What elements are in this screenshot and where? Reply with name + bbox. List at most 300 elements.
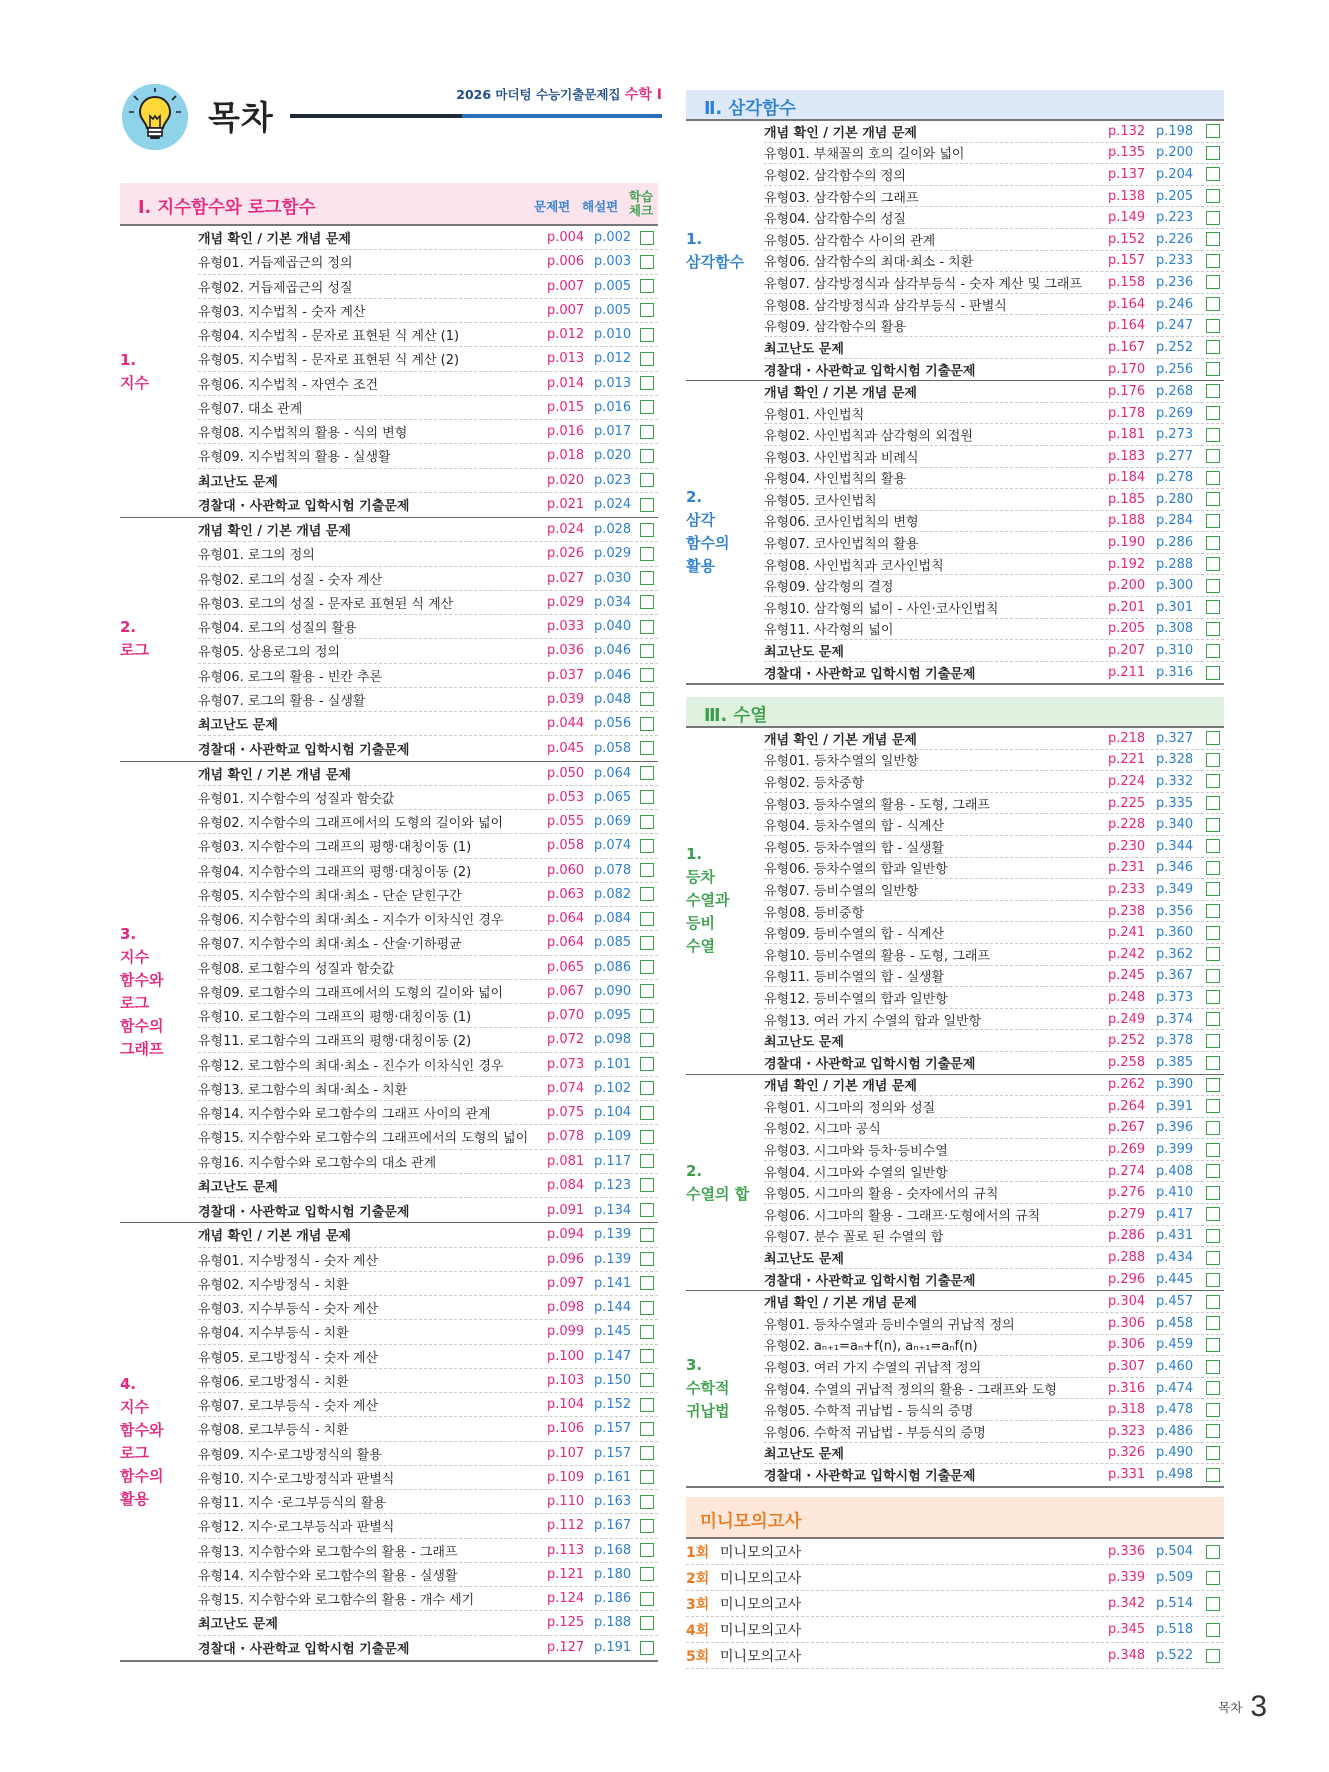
problem-page: p.218 bbox=[1108, 730, 1146, 746]
study-checkbox[interactable] bbox=[1206, 232, 1220, 246]
toc-row[interactable] bbox=[198, 542, 658, 566]
toc-row[interactable] bbox=[198, 688, 658, 712]
toc-row[interactable] bbox=[764, 315, 1224, 337]
toc-row[interactable] bbox=[198, 1539, 658, 1563]
study-checkbox[interactable] bbox=[640, 960, 654, 974]
toc-row[interactable] bbox=[764, 554, 1224, 576]
toc-row[interactable] bbox=[198, 1636, 658, 1660]
toc-row[interactable] bbox=[198, 591, 658, 615]
study-checkbox[interactable] bbox=[1206, 1034, 1220, 1048]
study-checkbox[interactable] bbox=[1206, 1164, 1220, 1178]
study-checkbox[interactable] bbox=[640, 449, 654, 463]
toc-item-title: 유형02. 등차중항 bbox=[764, 775, 865, 791]
study-checkbox[interactable] bbox=[640, 255, 654, 269]
study-checkbox[interactable] bbox=[1206, 1207, 1220, 1221]
toc-row[interactable] bbox=[198, 859, 658, 883]
study-checkbox[interactable] bbox=[640, 887, 654, 901]
toc-row[interactable] bbox=[198, 1028, 658, 1052]
study-checkbox[interactable] bbox=[1206, 471, 1220, 485]
study-checkbox[interactable] bbox=[640, 1446, 654, 1460]
study-checkbox[interactable] bbox=[1206, 753, 1220, 767]
toc-row[interactable] bbox=[198, 810, 658, 834]
study-checkbox[interactable] bbox=[640, 1616, 654, 1630]
toc-row[interactable] bbox=[198, 736, 658, 760]
toc-row[interactable] bbox=[764, 901, 1224, 923]
study-checkbox[interactable] bbox=[1206, 1056, 1220, 1070]
study-checkbox[interactable] bbox=[1206, 1099, 1220, 1113]
toc-row[interactable] bbox=[764, 337, 1224, 359]
toc-row[interactable] bbox=[764, 1226, 1224, 1248]
toc-row[interactable] bbox=[764, 619, 1224, 641]
toc-row[interactable] bbox=[764, 403, 1224, 425]
study-checkbox[interactable] bbox=[1206, 1571, 1220, 1585]
toc-row[interactable] bbox=[764, 728, 1224, 750]
study-checkbox[interactable] bbox=[640, 571, 654, 585]
toc-row[interactable] bbox=[198, 1320, 658, 1344]
study-checkbox[interactable] bbox=[640, 1325, 654, 1339]
problem-page: p.276 bbox=[1108, 1185, 1146, 1201]
problem-page: p.336 bbox=[1108, 1544, 1146, 1559]
study-checkbox[interactable] bbox=[1206, 1012, 1220, 1026]
study-checkbox[interactable] bbox=[1206, 428, 1220, 442]
toc-item-title: 유형09. 등비수열의 합 - 식계산 bbox=[764, 927, 945, 943]
study-checkbox[interactable] bbox=[1206, 1251, 1220, 1265]
study-checkbox[interactable] bbox=[1206, 297, 1220, 311]
toc-row[interactable] bbox=[764, 750, 1224, 772]
study-checkbox[interactable] bbox=[1206, 818, 1220, 832]
toc-row[interactable] bbox=[198, 1150, 658, 1174]
toc-row[interactable] bbox=[198, 1490, 658, 1514]
toc-row[interactable] bbox=[764, 922, 1224, 944]
solution-column-label: 해설편 bbox=[582, 199, 619, 214]
toc-item-title: 유형06. 지수법칙 - 자연수 조건 bbox=[198, 377, 379, 393]
solution-page: p.064 bbox=[594, 765, 632, 781]
toc-row[interactable] bbox=[198, 956, 658, 980]
toc-item-title: 유형06. 등차수열의 합과 일반항 bbox=[764, 862, 948, 878]
study-checkbox[interactable] bbox=[1206, 1623, 1220, 1637]
toc-item-title: 유형06. 수학적 귀납법 - 부등식의 증명 bbox=[764, 1425, 986, 1441]
toc-row[interactable] bbox=[198, 762, 658, 786]
toc-row[interactable] bbox=[198, 323, 658, 347]
study-checkbox[interactable] bbox=[1206, 514, 1220, 528]
toc-row[interactable] bbox=[198, 1296, 658, 1320]
toc-row[interactable] bbox=[764, 1247, 1224, 1269]
study-checkbox[interactable] bbox=[1206, 1295, 1220, 1309]
problem-page: p.326 bbox=[1108, 1445, 1146, 1461]
toc-item-title: 유형08. 로그함수의 성질과 함숫값 bbox=[198, 961, 395, 977]
study-checkbox[interactable] bbox=[640, 1641, 654, 1655]
study-checkbox[interactable] bbox=[1206, 406, 1220, 420]
toc-row[interactable] bbox=[198, 712, 658, 736]
study-checkbox[interactable] bbox=[1206, 882, 1220, 896]
study-checkbox[interactable] bbox=[1206, 1649, 1220, 1663]
toc-row[interactable] bbox=[764, 532, 1224, 554]
study-checkbox[interactable] bbox=[1206, 731, 1220, 745]
problem-page: p.316 bbox=[1108, 1380, 1146, 1396]
toc-row[interactable] bbox=[198, 372, 658, 396]
study-checkbox[interactable] bbox=[640, 644, 654, 658]
study-checkbox[interactable] bbox=[1206, 1273, 1220, 1287]
toc-row[interactable] bbox=[198, 1466, 658, 1490]
toc-row[interactable] bbox=[764, 294, 1224, 316]
toc-row[interactable] bbox=[198, 299, 658, 323]
toc-row[interactable] bbox=[764, 858, 1224, 880]
toc-row[interactable] bbox=[764, 597, 1224, 619]
study-checkbox[interactable] bbox=[1206, 1186, 1220, 1200]
toc-row[interactable] bbox=[764, 121, 1224, 143]
study-checkbox[interactable] bbox=[640, 1592, 654, 1606]
page-number: 3 bbox=[1250, 1690, 1267, 1723]
study-checkbox[interactable] bbox=[640, 1203, 654, 1217]
toc-row[interactable] bbox=[198, 396, 658, 420]
study-checkbox[interactable] bbox=[640, 1422, 654, 1436]
toc-row[interactable] bbox=[764, 1075, 1224, 1097]
toc-row[interactable] bbox=[198, 1053, 658, 1077]
problem-page: p.221 bbox=[1108, 752, 1146, 768]
study-checkbox[interactable] bbox=[1206, 167, 1220, 181]
toc-row[interactable] bbox=[764, 446, 1224, 468]
toc-row[interactable] bbox=[198, 1369, 658, 1393]
study-checkbox[interactable] bbox=[1206, 1468, 1220, 1482]
solution-page: p.273 bbox=[1156, 427, 1194, 443]
study-checkbox[interactable] bbox=[640, 839, 654, 853]
toc-row[interactable] bbox=[198, 518, 658, 542]
toc-row[interactable] bbox=[764, 272, 1224, 294]
toc-row[interactable] bbox=[764, 381, 1224, 403]
toc-row[interactable] bbox=[764, 1443, 1224, 1465]
mini-row[interactable] bbox=[686, 1617, 1224, 1643]
study-checkbox[interactable] bbox=[1206, 1316, 1220, 1330]
solution-page: p.180 bbox=[594, 1566, 632, 1582]
problem-page: p.242 bbox=[1108, 946, 1146, 962]
toc-row[interactable] bbox=[764, 229, 1224, 251]
problem-page: p.044 bbox=[547, 716, 585, 732]
toc-row[interactable] bbox=[198, 493, 658, 517]
study-checkbox[interactable] bbox=[1206, 492, 1220, 506]
solution-page: p.459 bbox=[1156, 1337, 1194, 1353]
toc-row[interactable] bbox=[764, 640, 1224, 662]
study-checkbox[interactable] bbox=[1206, 1143, 1220, 1157]
study-checkbox[interactable] bbox=[1206, 536, 1220, 550]
study-checkbox[interactable] bbox=[640, 547, 654, 561]
toc-row[interactable] bbox=[764, 1161, 1224, 1183]
toc-row[interactable] bbox=[764, 1356, 1224, 1378]
toc-row[interactable] bbox=[764, 1030, 1224, 1052]
study-checkbox[interactable] bbox=[1206, 254, 1220, 268]
study-checkbox[interactable] bbox=[640, 1373, 654, 1387]
toc-row[interactable] bbox=[198, 1248, 658, 1272]
study-checkbox[interactable] bbox=[1206, 146, 1220, 160]
study-checkbox[interactable] bbox=[640, 376, 654, 390]
study-checkbox[interactable] bbox=[1206, 557, 1220, 571]
problem-page: p.107 bbox=[547, 1445, 585, 1461]
study-checkbox[interactable] bbox=[640, 1495, 654, 1509]
problem-page: p.084 bbox=[547, 1177, 585, 1193]
toc-row[interactable] bbox=[764, 1269, 1224, 1291]
toc-row[interactable] bbox=[198, 1125, 658, 1149]
toc-row[interactable] bbox=[198, 639, 658, 663]
study-checkbox[interactable] bbox=[1206, 990, 1220, 1004]
toc-row[interactable] bbox=[198, 250, 658, 274]
study-checkbox[interactable] bbox=[1206, 969, 1220, 983]
study-checkbox[interactable] bbox=[640, 1470, 654, 1484]
toc-row[interactable] bbox=[198, 420, 658, 444]
toc-row[interactable] bbox=[764, 143, 1224, 165]
toc-row[interactable] bbox=[198, 1611, 658, 1635]
study-checkbox[interactable] bbox=[640, 790, 654, 804]
study-checkbox[interactable] bbox=[1206, 774, 1220, 788]
mini-row[interactable] bbox=[686, 1565, 1224, 1591]
study-checkbox[interactable] bbox=[640, 425, 654, 439]
toc-row[interactable] bbox=[764, 1204, 1224, 1226]
study-checkbox[interactable] bbox=[1206, 1229, 1220, 1243]
study-checkbox[interactable] bbox=[640, 912, 654, 926]
toc-row[interactable] bbox=[764, 1096, 1224, 1118]
study-checkbox[interactable] bbox=[1206, 1360, 1220, 1374]
study-checkbox[interactable] bbox=[1206, 666, 1220, 680]
toc-row[interactable] bbox=[198, 275, 658, 299]
study-checkbox[interactable] bbox=[640, 1130, 654, 1144]
toc-row[interactable] bbox=[198, 931, 658, 955]
study-checkbox[interactable] bbox=[640, 328, 654, 342]
toc-row[interactable] bbox=[764, 186, 1224, 208]
toc-row[interactable] bbox=[764, 1052, 1224, 1074]
study-checkbox[interactable] bbox=[1206, 384, 1220, 398]
toc-row[interactable] bbox=[198, 834, 658, 858]
study-checkbox[interactable] bbox=[1206, 362, 1220, 376]
study-checkbox[interactable] bbox=[640, 595, 654, 609]
mini-row[interactable] bbox=[686, 1591, 1224, 1617]
toc-row[interactable] bbox=[198, 883, 658, 907]
study-checkbox[interactable] bbox=[640, 741, 654, 755]
toc-item-title: 유형10. 등비수열의 활용 - 도형, 그래프 bbox=[764, 948, 990, 964]
toc-row[interactable] bbox=[198, 1174, 658, 1198]
toc-item-title: 유형04. 지수법칙 - 문자로 표현된 식 계산 (1) bbox=[198, 329, 460, 345]
study-checkbox[interactable] bbox=[1206, 861, 1220, 875]
problem-page: p.070 bbox=[547, 1008, 585, 1024]
solution-page: p.280 bbox=[1156, 491, 1194, 507]
toc-row[interactable] bbox=[764, 1118, 1224, 1140]
mini-row[interactable] bbox=[686, 1643, 1224, 1669]
study-checkbox[interactable] bbox=[640, 766, 654, 780]
toc-row[interactable] bbox=[198, 1442, 658, 1466]
study-checkbox[interactable] bbox=[640, 303, 654, 317]
study-checkbox[interactable] bbox=[640, 1543, 654, 1557]
study-checkbox[interactable] bbox=[640, 717, 654, 731]
study-checkbox[interactable] bbox=[1206, 275, 1220, 289]
study-checkbox[interactable] bbox=[1206, 189, 1220, 203]
toc-row[interactable] bbox=[198, 664, 658, 688]
toc-row[interactable] bbox=[764, 1464, 1224, 1486]
toc-row[interactable] bbox=[198, 786, 658, 810]
study-checkbox[interactable] bbox=[1206, 622, 1220, 636]
mini-row[interactable] bbox=[686, 1539, 1224, 1565]
study-checkbox[interactable] bbox=[640, 815, 654, 829]
toc-row[interactable] bbox=[764, 987, 1224, 1009]
study-checkbox[interactable] bbox=[640, 1567, 654, 1581]
toc-row[interactable] bbox=[764, 207, 1224, 229]
study-checkbox[interactable] bbox=[1206, 1424, 1220, 1438]
toc-row[interactable] bbox=[198, 347, 658, 371]
study-checkbox[interactable] bbox=[1206, 1121, 1220, 1135]
toc-row[interactable] bbox=[764, 879, 1224, 901]
study-checkbox[interactable] bbox=[640, 1252, 654, 1266]
toc-row[interactable] bbox=[764, 468, 1224, 490]
solution-page: p.332 bbox=[1156, 773, 1194, 789]
study-checkbox[interactable] bbox=[640, 498, 654, 512]
toc-row[interactable] bbox=[198, 1004, 658, 1028]
toc-row[interactable] bbox=[198, 469, 658, 493]
toc-row[interactable] bbox=[198, 444, 658, 468]
study-checkbox[interactable] bbox=[1206, 579, 1220, 593]
solution-page: p.086 bbox=[594, 959, 632, 975]
toc-row[interactable] bbox=[764, 966, 1224, 988]
toc-row[interactable] bbox=[198, 1077, 658, 1101]
toc-row[interactable] bbox=[198, 1393, 658, 1417]
study-checkbox[interactable] bbox=[640, 1178, 654, 1192]
problem-page: p.021 bbox=[547, 497, 585, 513]
toc-row[interactable] bbox=[764, 511, 1224, 533]
study-checkbox[interactable] bbox=[1206, 1078, 1220, 1092]
toc-item-title: 유형10. 삼각형의 넓이 - 사인·코사인법칙 bbox=[764, 601, 999, 617]
problem-page: p.113 bbox=[547, 1542, 585, 1558]
problem-page: p.094 bbox=[547, 1227, 585, 1243]
study-checkbox[interactable] bbox=[1206, 1545, 1220, 1559]
study-checkbox[interactable] bbox=[640, 863, 654, 877]
toc-row[interactable] bbox=[764, 489, 1224, 511]
study-checkbox[interactable] bbox=[640, 1154, 654, 1168]
toc-item-title: 유형03. 로그의 성질 - 문자로 표현된 식 계산 bbox=[198, 596, 454, 612]
toc-row[interactable] bbox=[764, 1378, 1224, 1400]
toc-row[interactable] bbox=[764, 836, 1224, 858]
toc-row[interactable] bbox=[764, 662, 1224, 684]
toc-item-title: 유형01. 지수함수의 성질과 함숫값 bbox=[198, 791, 395, 807]
study-checkbox[interactable] bbox=[640, 1301, 654, 1315]
study-checkbox[interactable] bbox=[1206, 1403, 1220, 1417]
solution-page: p.396 bbox=[1156, 1120, 1194, 1136]
study-checkbox[interactable] bbox=[1206, 644, 1220, 658]
toc-row[interactable] bbox=[764, 771, 1224, 793]
study-checkbox[interactable] bbox=[640, 279, 654, 293]
toc-row[interactable] bbox=[764, 814, 1224, 836]
solution-page: p.023 bbox=[594, 472, 632, 488]
toc-row[interactable] bbox=[764, 793, 1224, 815]
study-checkbox[interactable] bbox=[1206, 1338, 1220, 1352]
toc-row[interactable] bbox=[764, 575, 1224, 597]
study-checkbox[interactable] bbox=[640, 1009, 654, 1023]
toc-row[interactable] bbox=[198, 1417, 658, 1441]
study-checkbox[interactable] bbox=[640, 523, 654, 537]
study-checkbox[interactable] bbox=[640, 1519, 654, 1533]
solution-page: p.284 bbox=[1156, 513, 1194, 529]
study-checkbox[interactable] bbox=[1206, 449, 1220, 463]
study-checkbox[interactable] bbox=[1206, 600, 1220, 614]
study-checkbox[interactable] bbox=[1206, 1381, 1220, 1395]
study-checkbox[interactable] bbox=[1206, 319, 1220, 333]
study-checkbox[interactable] bbox=[640, 1398, 654, 1412]
study-checkbox[interactable] bbox=[640, 1033, 654, 1047]
toc-item-title: 최고난도 문제 bbox=[764, 341, 844, 357]
study-checkbox[interactable] bbox=[640, 1276, 654, 1290]
study-checkbox[interactable] bbox=[1206, 839, 1220, 853]
problem-page: p.188 bbox=[1108, 513, 1146, 529]
solution-page: p.374 bbox=[1156, 1011, 1194, 1027]
study-checkbox[interactable] bbox=[640, 1349, 654, 1363]
problem-page: p.036 bbox=[547, 643, 585, 659]
study-checkbox[interactable] bbox=[1206, 340, 1220, 354]
solution-page: p.144 bbox=[594, 1300, 632, 1316]
study-checkbox[interactable] bbox=[640, 352, 654, 366]
toc-row[interactable] bbox=[764, 359, 1224, 381]
study-checkbox[interactable] bbox=[640, 936, 654, 950]
toc-row[interactable] bbox=[198, 980, 658, 1004]
solution-page: p.457 bbox=[1156, 1294, 1194, 1310]
solution-page: p.327 bbox=[1156, 730, 1194, 746]
toc-row[interactable] bbox=[198, 1587, 658, 1611]
toc-row[interactable] bbox=[198, 1563, 658, 1587]
problem-page: p.004 bbox=[547, 230, 585, 246]
toc-item-title: 최고난도 문제 bbox=[198, 1179, 278, 1195]
toc-row[interactable] bbox=[198, 567, 658, 591]
study-checkbox[interactable] bbox=[640, 400, 654, 414]
study-checkbox[interactable] bbox=[1206, 796, 1220, 810]
study-checkbox[interactable] bbox=[640, 692, 654, 706]
toc-row[interactable] bbox=[198, 226, 658, 250]
toc-row[interactable] bbox=[764, 164, 1224, 186]
toc-row[interactable] bbox=[198, 1101, 658, 1125]
toc-row[interactable] bbox=[764, 944, 1224, 966]
study-checkbox[interactable] bbox=[1206, 211, 1220, 225]
study-checkbox[interactable] bbox=[640, 620, 654, 634]
study-checkbox[interactable] bbox=[640, 1106, 654, 1120]
toc-row[interactable] bbox=[198, 907, 658, 931]
toc-row[interactable] bbox=[764, 424, 1224, 446]
study-checkbox[interactable] bbox=[640, 984, 654, 998]
toc-row[interactable] bbox=[764, 1421, 1224, 1443]
solution-page: p.012 bbox=[594, 351, 632, 367]
toc-row[interactable] bbox=[764, 1139, 1224, 1161]
toc-row[interactable] bbox=[198, 1198, 658, 1222]
study-checkbox[interactable] bbox=[1206, 926, 1220, 940]
study-checkbox[interactable] bbox=[1206, 904, 1220, 918]
study-checkbox[interactable] bbox=[1206, 1597, 1220, 1611]
toc-row[interactable] bbox=[764, 1182, 1224, 1204]
study-checkbox[interactable] bbox=[1206, 947, 1220, 961]
toc-row[interactable] bbox=[198, 1345, 658, 1369]
toc-row[interactable] bbox=[198, 615, 658, 639]
toc-row[interactable] bbox=[764, 1335, 1224, 1357]
toc-row[interactable] bbox=[764, 1009, 1224, 1031]
toc-row[interactable] bbox=[198, 1272, 658, 1296]
toc-row[interactable] bbox=[764, 251, 1224, 273]
solution-page: p.117 bbox=[594, 1153, 632, 1169]
study-checkbox[interactable] bbox=[1206, 124, 1220, 138]
toc-row[interactable] bbox=[764, 1291, 1224, 1313]
toc-row[interactable] bbox=[198, 1514, 658, 1538]
study-checkbox[interactable] bbox=[640, 231, 654, 245]
toc-row[interactable] bbox=[764, 1313, 1224, 1335]
toc-row[interactable] bbox=[198, 1223, 658, 1247]
toc-item-title: 최고난도 문제 bbox=[764, 645, 844, 661]
study-checkbox[interactable] bbox=[640, 1228, 654, 1242]
toc-row[interactable] bbox=[764, 1399, 1224, 1421]
study-checkbox[interactable] bbox=[640, 1081, 654, 1095]
study-checkbox[interactable] bbox=[1206, 1446, 1220, 1460]
study-checkbox[interactable] bbox=[640, 1057, 654, 1071]
study-checkbox[interactable] bbox=[640, 668, 654, 682]
study-checkbox[interactable] bbox=[640, 473, 654, 487]
problem-page: p.252 bbox=[1108, 1033, 1146, 1049]
